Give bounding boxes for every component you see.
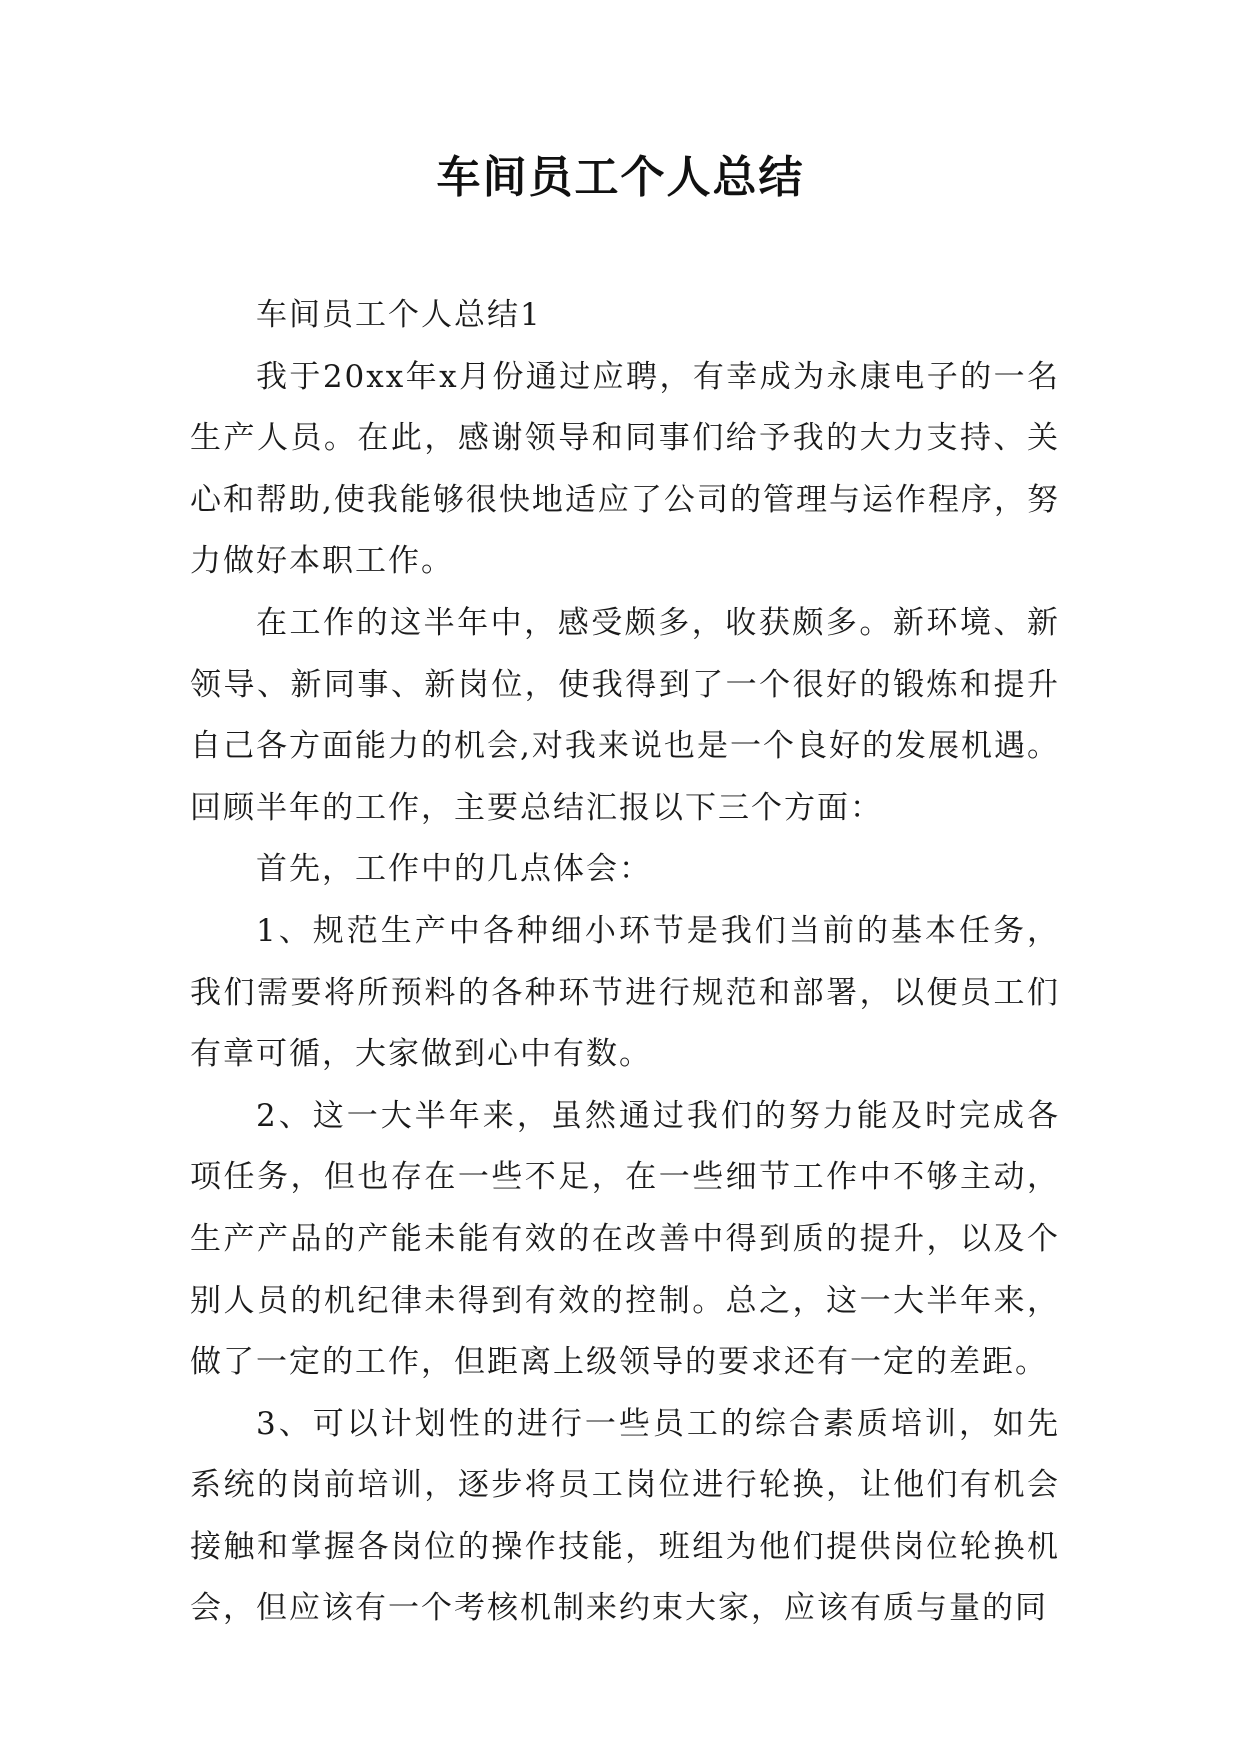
paragraph-point-2: 2、这一大半年来，虽然通过我们的努力能及时完成各项任务，但也存在一些不足，在一些细节工作中不够主动，生产产品的产能未能有效的在改善中得到质的提升，以及个别人员的机纪律未得到有效的控制。总之，这一大半年来，做了一定的工作，但距离上级领导的要求还有一定的差距。 (190, 1097, 1060, 1381)
paragraph-point-1: 1、规范生产中各种细小环节是我们当前的基本任务，我们需要将所预料的各种环节进行规范和部署，以便员工们有章可循，大家做到心中有数。 (190, 912, 1060, 1073)
paragraph-point-3: 3、可以计划性的进行一些员工的综合素质培训，如先系统的岗前培训，逐步将员工岗位进行轮换，让他们有机会接触和掌握各岗位的操作技能，班组为他们提供岗位轮换机会，但应该有一个考核机制来约束大家，应该有质与量的同 (190, 1405, 1060, 1627)
paragraph-intro: 我于20xx年x月份通过应聘，有幸成为永康电子的一名生产人员。在此，感谢领导和同事们给予我的大力支持、关心和帮助,使我能够很快地适应了公司的管理与运作程序，努力做好本职工作。 (190, 358, 1060, 580)
paragraph-experience: 在工作的这半年中，感受颇多，收获颇多。新环境、新领导、新同事、新岗位，使我得到了一个很好的锻炼和提升自己各方面能力的机会,对我来说也是一个良好的发展机遇。回顾半年的工作，主要总结汇报以下三个方面： (190, 604, 1060, 826)
section-heading: 车间员工个人总结1 (256, 297, 542, 333)
document-body (190, 285, 1060, 1640)
paragraph-firstly: 首先，工作中的几点体会： (256, 851, 652, 888)
document-title: 车间员工个人总结 (436, 152, 805, 203)
